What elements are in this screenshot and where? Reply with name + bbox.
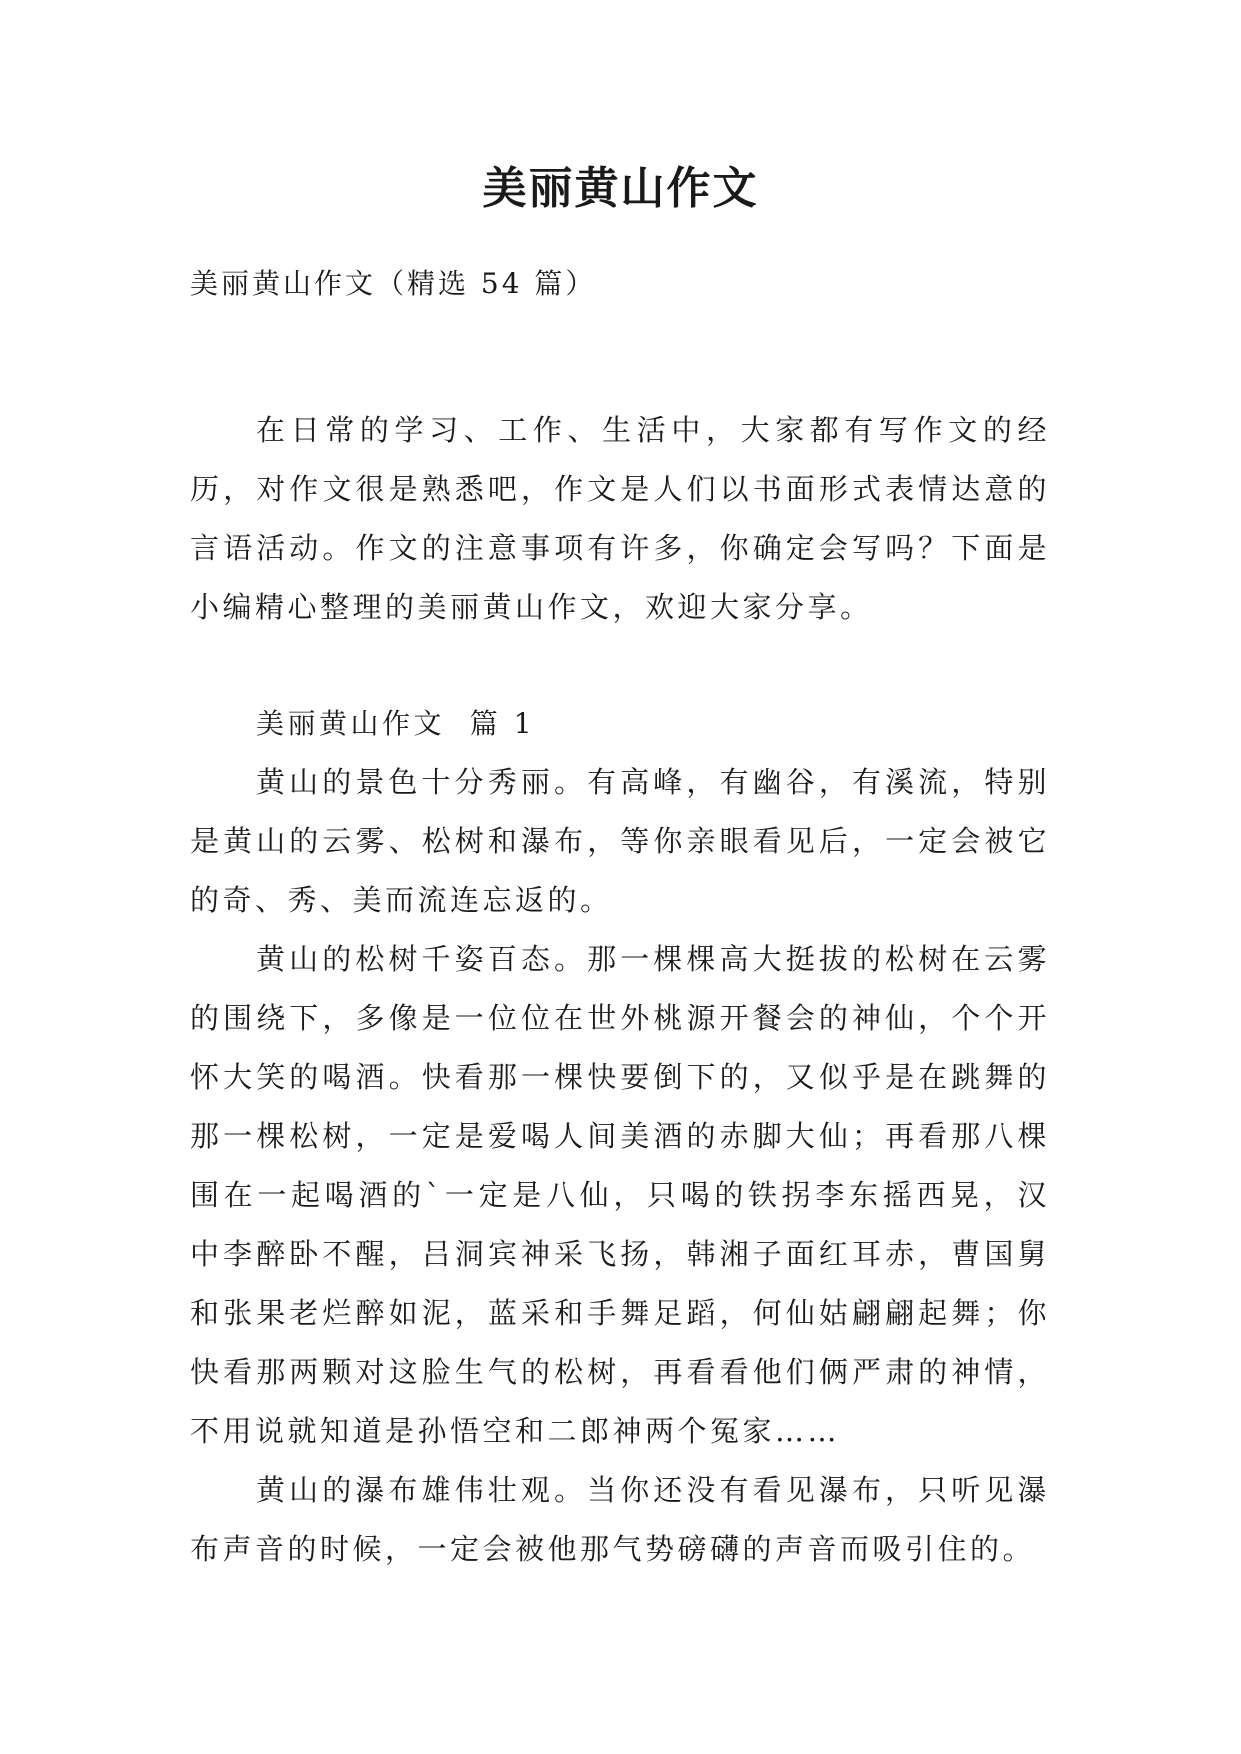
essay-paragraph-3: 黄山的瀑布雄伟壮观。当你还没有看见瀑布，只听见瀑布声音的时候，一定会被他那气势磅礴的声音而吸引住的。 (190, 1473, 1050, 1566)
section-heading: 美丽黄山作文 篇 1 (256, 707, 536, 740)
essay-paragraph-1: 黄山的景色十分秀丽。有高峰，有幽谷，有溪流，特别是黄山的云雾、松树和瀑布，等你亲眼看见后，一定会被它的奇、秀、美而流连忘返的。 (190, 765, 1050, 917)
intro-paragraph: 在日常的学习、工作、生活中，大家都有写作文的经历，对作文很是熟悉吧，作文是人们以书面形式表情达意的言语活动。作文的注意事项有许多，你确定会写吗？下面是小编精心整理的美丽黄山作文，欢迎大家分享。 (190, 413, 1050, 624)
essay-block (190, 694, 1050, 1579)
intro-block (190, 401, 1050, 637)
document-subtitle: 美丽黄山作文（精选 54 篇） (190, 267, 597, 300)
document-title: 美丽黄山作文 (482, 163, 759, 214)
essay-paragraph-2: 黄山的松树千姿百态。那一棵棵高大挺拔的松树在云雾的围绕下，多像是一位位在世外桃源开餐会的神仙，个个开怀大笑的喝酒。快看那一棵快要倒下的，又似乎是在跳舞的那一棵松树，一定是爱喝人间美酒的赤脚大仙；再看那八棵围在一起喝酒的`一定是八仙，只喝的铁拐李东摇西晃，汉中李醉卧不醒，吕洞宾神采飞扬，韩湘子面红耳赤，曹国舅和张果老烂醉如泥，蓝采和手舞足蹈，何仙姑翩翩起舞；你快看那两颗对这脸生气的松树，再看看他们俩严肃的神情，不用说就知道是孙悟空和二郎神两个冤家…… (190, 942, 1050, 1448)
